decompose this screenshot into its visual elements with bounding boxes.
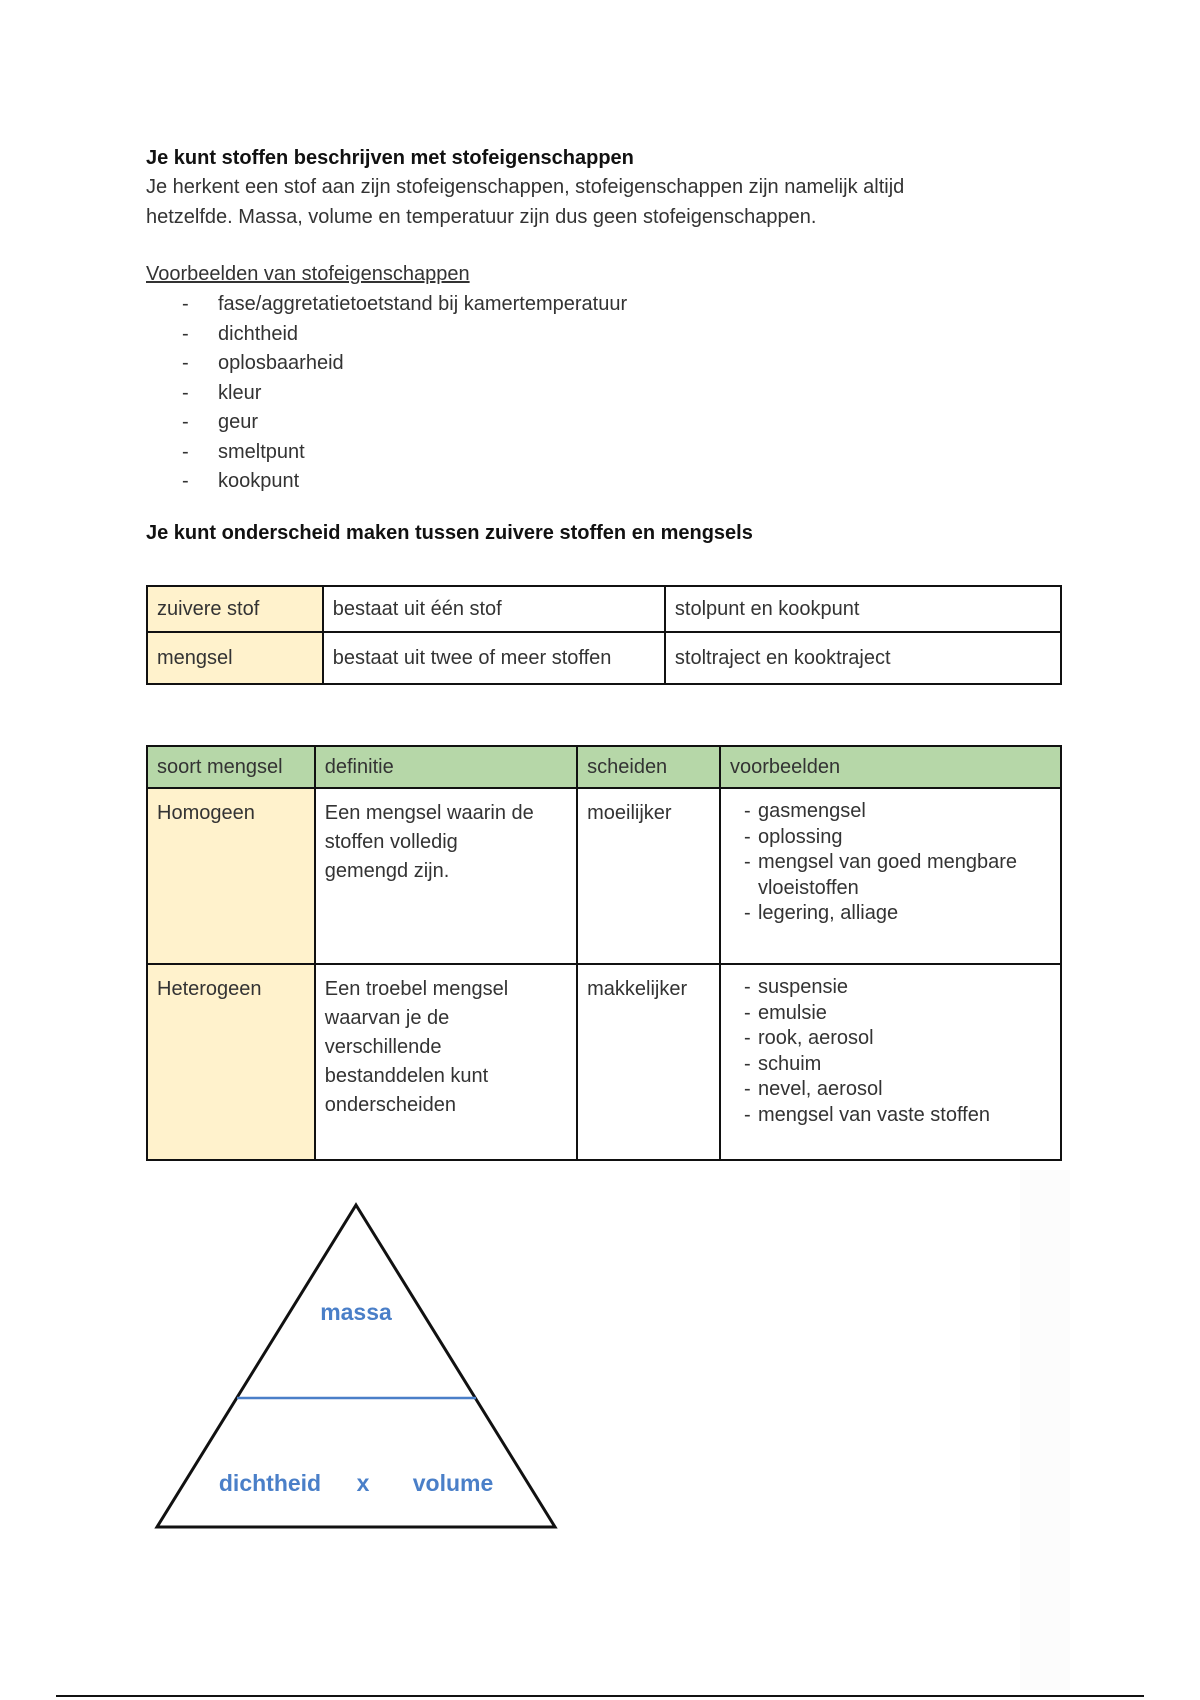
list-item: - smeltpunt [146,438,1066,468]
examples-cell [720,964,1061,1160]
section-heading-mengsels: Je kunt onderscheid maken tussen zuivere stoffen en mengsels [146,521,753,544]
list-item: - mengsel van vaste stoffen [744,1103,1051,1129]
list-item: - dichtheid [146,320,1066,350]
table-cell: zuivere stof [147,586,323,632]
massa-label: massa [320,1299,392,1325]
mixture-type-cell: Homogeen [147,788,315,964]
list-item: - suspensie [744,975,1051,1001]
definition-cell: Een troebel mengsel waarvan je de verschillende bestanddelen kunt onderscheiden [315,964,577,1160]
bullet-dash: - [182,381,189,404]
bullet-dash: - [182,322,189,345]
table-row [147,632,1061,684]
mixture-type-cell: Heterogeen [147,964,315,1160]
list-item: - gasmengsel [744,799,1051,825]
list-item: - nevel, aerosol [744,1077,1051,1103]
list-item: - oplossing [744,825,1051,851]
bullet-dash: - [182,293,189,315]
header-cell: definitie [315,746,577,788]
pure-vs-mixture-table [146,585,1062,685]
examples-list [730,799,1051,927]
list-item: - mengsel van goed mengbare vloeistoffen [744,850,1051,901]
table-row [147,788,1061,964]
list-item: - fase/aggretatietoetstand bij kamertemperatuur [146,290,1066,320]
separation-cell: moeilijker [577,788,720,964]
text-content [146,144,1066,547]
separation-cell: makkelijker [577,964,720,1160]
table-cell: mengsel [147,632,323,684]
intro-line-1: Je herkent een stof aan zijn stofeigenschappen, stofeigenschappen zijn namelijk altijd [146,176,905,198]
table-cell: bestaat uit twee of meer stoffen [323,632,665,684]
mixture-types-table [146,745,1062,1161]
list-item: - kookpunt [146,467,1066,497]
definition-cell: Een mengsel waarin de stoffen volledig gemengd zijn. [315,788,577,964]
list-item: - emulsie [744,1001,1051,1027]
triangle-svg [150,1195,570,1535]
list-item: - kleur [146,379,1066,409]
volume-label: volume [412,1470,494,1496]
table-cell: bestaat uit één stof [323,586,665,632]
bullet-dash: - [182,470,189,492]
examples-cell [720,788,1061,964]
examples-list [730,975,1051,1128]
page-bottom-divider [56,1695,1144,1697]
intro-line-2: hetzelfde. Massa, volume en temperatuur zijn dus geen stofeigenschappen. [146,206,817,228]
bullet-dash: - [182,411,189,433]
list-item: - oplosbaarheid [146,349,1066,379]
image-background-panel [1020,1170,1070,1690]
table-header-row [147,746,1061,788]
density-triangle-diagram [150,1195,570,1535]
list-item: - schuim [744,1052,1051,1078]
table-cell: stolpunt en kookpunt [665,586,1061,632]
list-item: - geur [146,408,1066,438]
properties-list [146,290,1066,497]
multiply-operator: x [356,1470,370,1496]
list-item: - legering, alliage [744,901,1051,927]
table-cell: stoltraject en kooktraject [665,632,1061,684]
section-heading-stofeigenschappen: Je kunt stoffen beschrijven met stofeigenschappen [146,147,634,169]
examples-subheading: Voorbeelden van stofeigenschappen [146,263,470,285]
bullet-dash: - [182,352,189,374]
header-cell: soort mengsel [147,746,315,788]
list-item: - rook, aerosol [744,1026,1051,1052]
bullet-dash: - [182,440,189,463]
table-row [147,964,1061,1160]
table-row [147,586,1061,632]
header-cell: scheiden [577,746,720,788]
header-cell: voorbeelden [720,746,1061,788]
intro-paragraph [146,172,1066,232]
dichtheid-label: dichtheid [218,1470,322,1496]
